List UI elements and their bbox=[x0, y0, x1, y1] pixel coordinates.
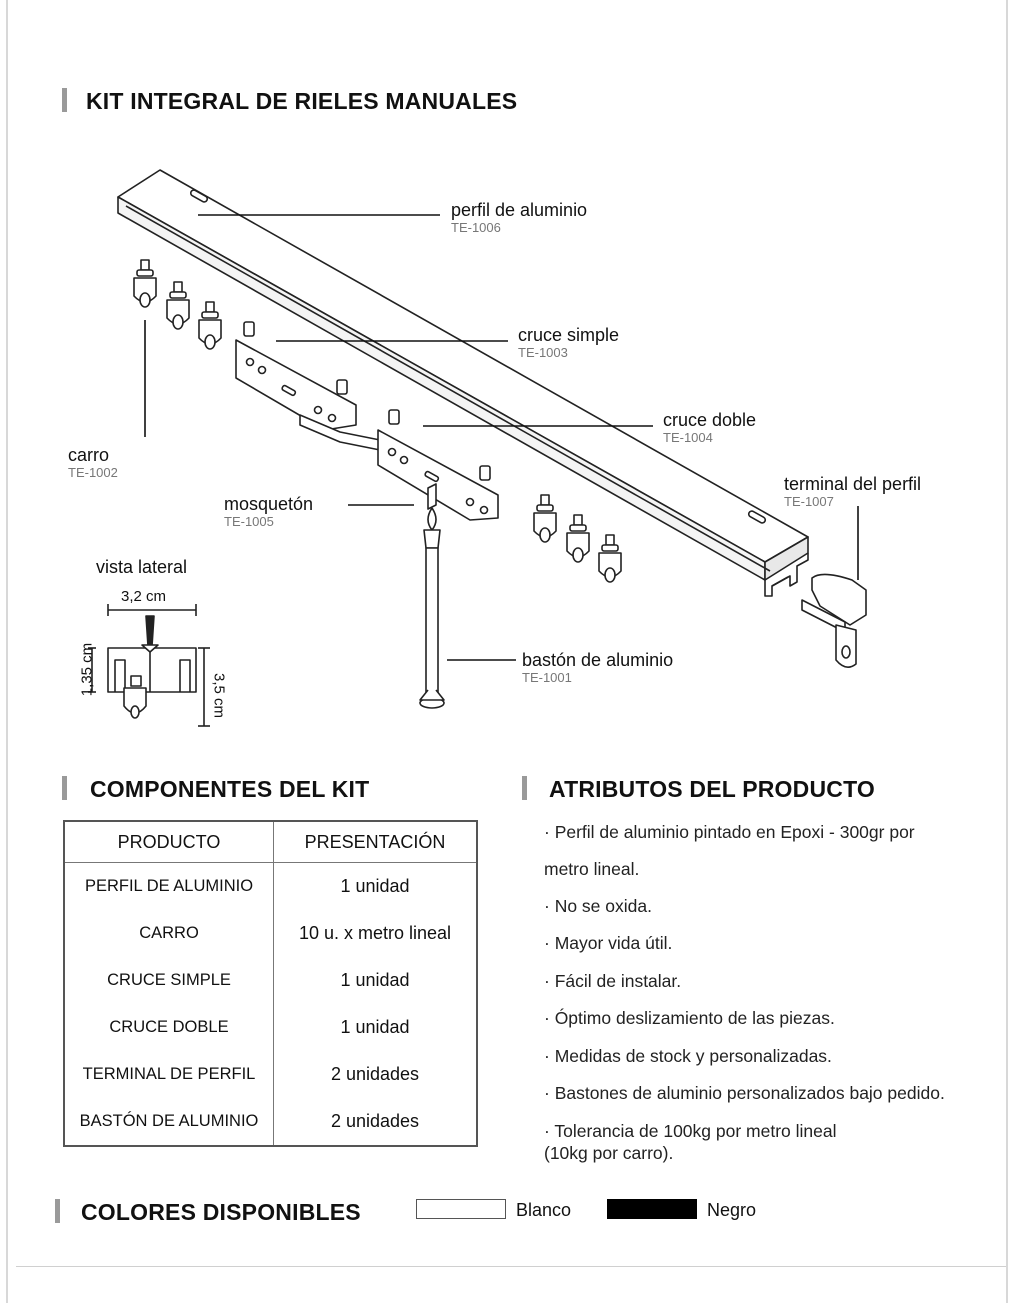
components-table bbox=[63, 820, 478, 1147]
callout-code: TE-1003 bbox=[518, 345, 568, 360]
callout-code: TE-1006 bbox=[451, 220, 501, 235]
side-view-drawing bbox=[88, 604, 210, 726]
callout-cruce-simple bbox=[518, 325, 619, 361]
callout-name: perfil de aluminio bbox=[451, 200, 588, 220]
product-cell: CRUCE DOBLE bbox=[64, 1004, 274, 1051]
callout-name: carro bbox=[68, 445, 110, 465]
attribute-item: · Perfil de aluminio pintado en Epoxi - 300gr por bbox=[544, 822, 915, 842]
callout-name: cruce simple bbox=[518, 325, 620, 345]
color-swatch-white bbox=[416, 1199, 506, 1219]
callout-name: terminal del perfil bbox=[784, 474, 922, 494]
color-swatch-black bbox=[607, 1199, 697, 1219]
bottom-rule bbox=[16, 1266, 1006, 1267]
kit-title: KIT INTEGRAL DE RIELES MANUALES bbox=[86, 88, 518, 114]
side-view-title: vista lateral bbox=[96, 557, 188, 577]
callout-code: TE-1002 bbox=[68, 465, 118, 480]
section-bar bbox=[522, 776, 527, 800]
end-stop-drawing bbox=[802, 574, 866, 667]
product-cell: PERFIL DE ALUMINIO bbox=[64, 863, 274, 911]
colors-title: COLORES DISPONIBLES bbox=[81, 1199, 361, 1225]
attribute-item: · Medidas de stock y personalizadas. bbox=[544, 1046, 832, 1066]
carriers-left-drawing bbox=[134, 260, 221, 349]
callout-code: TE-1005 bbox=[224, 514, 274, 529]
color-label-black: Negro bbox=[707, 1200, 757, 1220]
section-bar bbox=[55, 1199, 60, 1223]
header-presentation: PRESENTACIÓN bbox=[274, 821, 478, 863]
callout-name: mosquetón bbox=[224, 494, 314, 514]
components-title: COMPONENTES DEL KIT bbox=[90, 776, 370, 802]
side-view-height-left: 1,35 cm bbox=[78, 642, 96, 697]
table-header-row bbox=[64, 821, 477, 863]
attribute-item: · Óptimo deslizamiento de las piezas. bbox=[544, 1008, 835, 1028]
table-row bbox=[64, 957, 477, 1004]
callout-mosqueton bbox=[224, 494, 313, 530]
callout-cruce-doble bbox=[663, 410, 756, 446]
attribute-item: · No se oxida. bbox=[544, 896, 652, 916]
callout-terminal bbox=[784, 474, 921, 510]
section-bar bbox=[62, 88, 67, 112]
attribute-item: · Fácil de instalar. bbox=[544, 971, 682, 991]
product-cell: BASTÓN DE ALUMINIO bbox=[64, 1098, 274, 1146]
carriers-right-drawing bbox=[534, 495, 621, 582]
table-row bbox=[64, 1051, 477, 1098]
attributes-title: ATRIBUTOS DEL PRODUCTO bbox=[549, 776, 875, 802]
presentation-cell: 2 unidades bbox=[330, 1111, 420, 1131]
callout-baston bbox=[522, 650, 673, 686]
attribute-item: · Bastones de aluminio personalizados bajo pedido. bbox=[544, 1083, 945, 1103]
table-row bbox=[64, 1098, 477, 1146]
presentation-cell: 2 unidades bbox=[330, 1064, 420, 1084]
attribute-item: metro lineal. bbox=[544, 859, 640, 879]
table-row bbox=[64, 910, 477, 957]
hook-and-rod-drawing bbox=[420, 484, 444, 708]
callout-name: bastón de aluminio bbox=[522, 650, 674, 670]
callout-code: TE-1007 bbox=[784, 494, 834, 509]
product-cell: TERMINAL DE PERFIL bbox=[64, 1051, 274, 1098]
side-view-height-right: 3,5 cm bbox=[210, 672, 228, 718]
color-label-white: Blanco bbox=[516, 1200, 572, 1220]
product-cell: CARRO bbox=[64, 910, 274, 957]
header-product: PRODUCTO bbox=[64, 821, 274, 863]
callout-perfil bbox=[451, 200, 587, 236]
callout-code: TE-1004 bbox=[663, 430, 713, 445]
callout-code: TE-1001 bbox=[522, 670, 572, 685]
table-row bbox=[64, 863, 477, 911]
section-bar bbox=[62, 776, 67, 800]
presentation-cell: 10 u. x metro lineal bbox=[298, 923, 452, 943]
attribute-item: · Mayor vida útil. bbox=[544, 933, 673, 953]
attribute-item: (10kg por carro). bbox=[544, 1143, 674, 1163]
attribute-item: · Tolerancia de 100kg por metro lineal bbox=[544, 1121, 837, 1141]
presentation-cell: 1 unidad bbox=[340, 1017, 410, 1037]
table-row bbox=[64, 1004, 477, 1051]
callout-name: cruce doble bbox=[663, 410, 757, 430]
callout-carro bbox=[68, 445, 118, 481]
product-cell: CRUCE SIMPLE bbox=[64, 957, 274, 1004]
presentation-cell: 1 unidad bbox=[340, 970, 410, 990]
presentation-cell: 1 unidad bbox=[340, 876, 410, 896]
side-view-width: 3,2 cm bbox=[121, 588, 167, 605]
